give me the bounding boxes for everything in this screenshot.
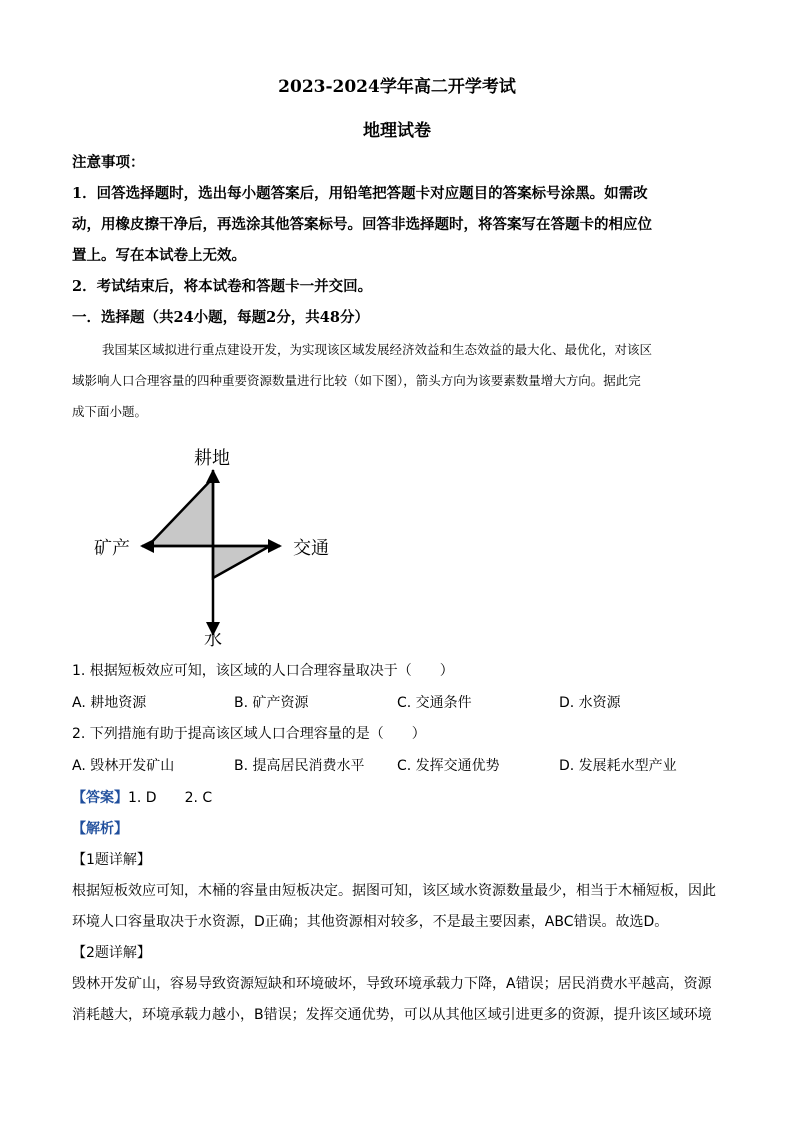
question-2-stem: 2. 下列措施有助于提高该区域人口合理容量的是（ ） xyxy=(72,726,426,742)
notice-item-1-line-1: 1．回答选择题时，选出每小题答案后，用铅笔把答题卡对应题目的答案标号涂黑。如需改 xyxy=(72,185,648,202)
arrow-right-icon xyxy=(268,539,282,553)
question-1-option-b: B. 矿产资源 xyxy=(234,695,309,711)
label-minerals: 矿产 xyxy=(94,538,130,559)
intro-line-1: 我国某区域拟进行重点建设开发，为实现该区域发展经济效益和生态效益的最大化、最优化，对该区 xyxy=(102,342,653,357)
question-2-option-a: A. 毁林开发矿山 xyxy=(72,758,175,774)
question-2-option-c: C. 发挥交通优势 xyxy=(397,758,500,774)
label-cropland: 耕地 xyxy=(194,448,230,469)
intro-line-2: 域影响人口合理容量的四种重要资源数量进行比较（如下图），箭头方向为该要素数量增大方向。据此完 xyxy=(72,373,641,388)
q1-detail-tag: 【1题详解】 xyxy=(72,852,151,868)
question-1-stem: 1. 根据短板效应可知，该区域的人口合理容量取决于（ ） xyxy=(72,663,454,679)
notice-item-1-line-3: 置上。写在本试卷上无效。 xyxy=(72,247,246,264)
resource-diamond xyxy=(148,478,270,578)
question-1-option-d: D. 水资源 xyxy=(559,695,621,711)
q1-detail-line-1: 根据短板效应可知，木桶的容量由短板决定。据图可知，该区域水资源数量最少，相当于木桶短板，因此 xyxy=(72,883,716,899)
section-heading: 一．选择题（共24小题，每题2分，共48分） xyxy=(72,309,369,326)
page-subtitle: 地理试卷 xyxy=(363,121,431,141)
label-water: 水 xyxy=(204,629,222,650)
label-transport: 交通 xyxy=(293,538,329,559)
q2-detail-line-2: 消耗越大，环境承载力越小，B错误；发挥交通优势，可以从其他区域引进更多的资源，提升该区域环境 xyxy=(72,1007,712,1023)
question-1-option-c: C. 交通条件 xyxy=(397,695,472,711)
notice-item-1-line-2: 动，用橡皮擦干净后，再选涂其他答案标号。回答非选择题时，将答案写在答题卡的相应位 xyxy=(72,216,652,233)
intro-line-3: 成下面小题。 xyxy=(72,404,148,419)
arrow-left-icon xyxy=(140,539,154,553)
question-2-option-b: B. 提高居民消费水平 xyxy=(234,758,365,774)
page-title: 2023-2024学年高二开学考试 xyxy=(278,77,516,97)
q2-detail-line-1: 毁林开发矿山，容易导致资源短缺和环境破坏，导致环境承载力下降，A错误；居民消费水平越高，资源 xyxy=(72,976,712,992)
arrow-up-icon xyxy=(206,469,220,483)
answer-tag: 【答案】 xyxy=(72,790,128,806)
notice-heading: 注意事项： xyxy=(72,154,145,171)
q2-detail-tag: 【2题详解】 xyxy=(72,945,151,961)
question-2-option-d: D. 发展耗水型产业 xyxy=(559,758,677,774)
question-1-option-a: A. 耕地资源 xyxy=(72,695,147,711)
answer-line xyxy=(72,787,212,807)
q1-detail-line-2: 环境人口容量取决于水资源，D正确；其他资源相对较多，不是最主要因素，ABC错误。故选D。 xyxy=(72,914,669,930)
notice-item-2: 2．考试结束后，将本试卷和答题卡一并交回。 xyxy=(72,278,373,295)
analysis-tag: 【解析】 xyxy=(72,821,128,837)
resource-diagram xyxy=(80,440,350,650)
answer-text: 1. D 2. C xyxy=(128,790,213,806)
